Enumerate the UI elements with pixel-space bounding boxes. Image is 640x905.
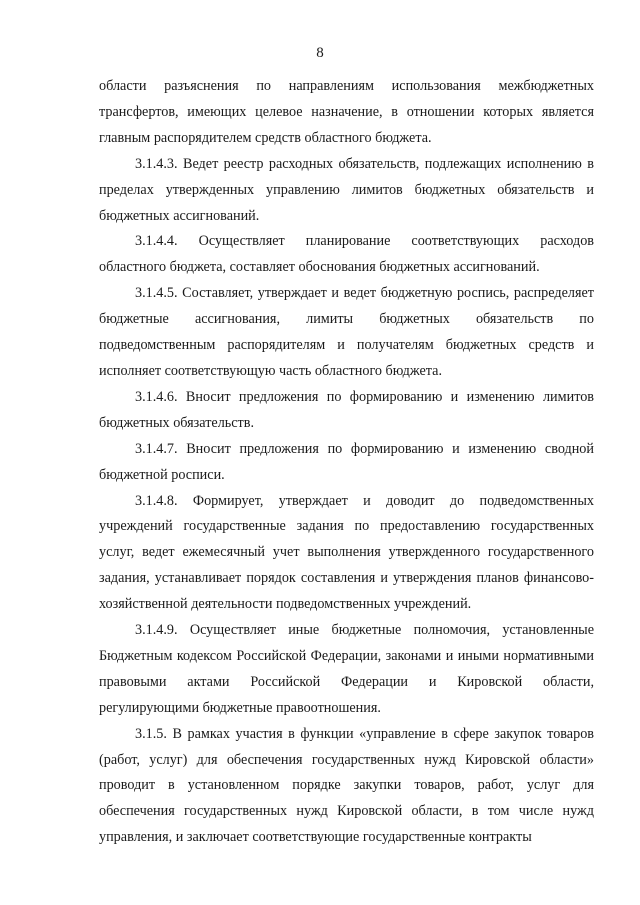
document-body xyxy=(99,74,594,851)
paragraph-3-1-4-3: 3.1.4.3. Ведет реестр расходных обязательств, подлежащих исполнению в пределах утвержденных управлению лимитов бюджетных обязательств и бюджетных ассигнований. xyxy=(99,155,594,224)
paragraph-3-1-4-6: 3.1.4.6. Вносит предложения по формированию и изменению лимитов бюджетных обязательств. xyxy=(99,388,594,431)
paragraph-3-1-5: 3.1.5. В рамках участия в функции «управление в сфере закупок товаров (работ, услуг) для обеспечения государственных нужд Кировской области» проводит в установленном порядке закупки товаров, работ, услуг для обеспечения государственных нужд Кировской области, в том числе нужд управления, и заключает соответствующие государственные контракты xyxy=(99,725,594,846)
page-number: 8 xyxy=(316,45,324,61)
paragraph-3-1-4-8: 3.1.4.8. Формирует, утверждает и доводит до подведомственных учреждений государственные задания по предоставлению государственных услуг, ведет ежемесячный учет выполнения утвержденного государственного задания, устанавливает порядок составления и утверждения планов финансово-хозяйственной деятельности подведомственных учреждений. xyxy=(99,492,594,613)
paragraph-3-1-4-5: 3.1.4.5. Составляет, утверждает и ведет бюджетную роспись, распределяет бюджетные ассигнования, лимиты бюджетных обязательств по подведомственным распорядителям и получателям бюджетных средств и исполняет соответствующую часть областного бюджета. xyxy=(99,285,594,379)
paragraph-3-1-4-4: 3.1.4.4. Осуществляет планирование соответствующих расходов областного бюджета, составляет обоснования бюджетных ассигнований. xyxy=(99,233,594,276)
paragraph-3-1-4-7: 3.1.4.7. Вносит предложения по формированию и изменению сводной бюджетной росписи. xyxy=(99,440,594,483)
paragraph-3-1-4-9: 3.1.4.9. Осуществляет иные бюджетные полномочия, установленные Бюджетным кодексом Российской Федерации, законами и иными нормативными правовыми актами Российской Федерации и Кировской области, регулирующими бюджетные правоотношения. xyxy=(99,622,594,716)
paragraph-continuation: области разъяснения по направлениям использования межбюджетных трансфертов, имеющих целевое назначение, в отношении которых является главным распорядителем средств областного бюджета. xyxy=(99,78,594,146)
